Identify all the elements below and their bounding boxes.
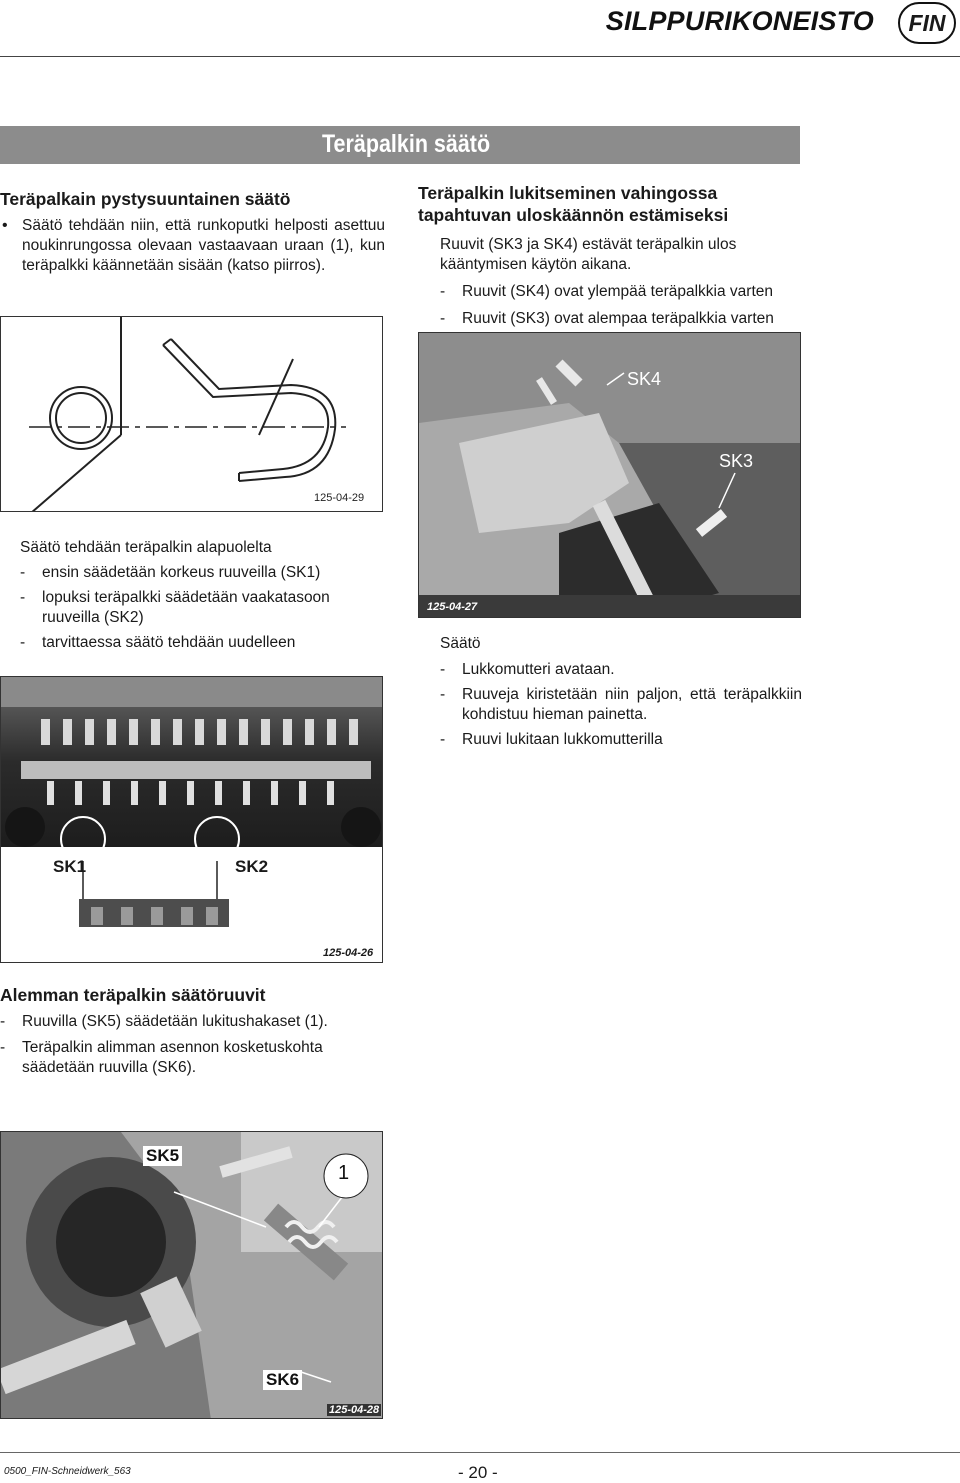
below-adjust-step: - tarvittaessa säätö tehdään uudelleen bbox=[20, 633, 390, 653]
below-adjust-step: - lopuksi teräpalkki säädetään vaakatasoon ruuveilla (SK2) bbox=[20, 588, 390, 628]
lower-bar-heading: Alemman teräpalkin säätöruuvit bbox=[0, 985, 266, 1005]
header-divider bbox=[0, 56, 960, 57]
below-adjust-section bbox=[20, 538, 390, 653]
page-number: - 20 - bbox=[458, 1463, 498, 1482]
diagram-code: 125-04-29 bbox=[314, 492, 365, 504]
document-code: 0500_FIN-Schneidwerk_563 bbox=[4, 1466, 131, 1477]
sk6-label: SK6 bbox=[263, 1370, 302, 1390]
below-adjust-step: - ensin säädetään korkeus ruuveilla (SK1) bbox=[20, 563, 390, 583]
callout-1-label: 1 bbox=[338, 1162, 350, 1184]
lower-bar-step: - Ruuvilla (SK5) säädetään lukitushakaset (1). bbox=[0, 1012, 385, 1032]
sk2-label: SK2 bbox=[235, 857, 269, 876]
language-badge: FIN bbox=[898, 2, 956, 44]
section-title: SILPPURIKONEISTO bbox=[605, 6, 874, 36]
locking-section bbox=[418, 182, 803, 329]
below-adjust-intro: Säätö tehdään teräpalkin alapuolelta bbox=[20, 539, 272, 556]
sk3-label: SK3 bbox=[719, 451, 754, 471]
right-adjust-step: - Lukkomutteri avataan. bbox=[440, 660, 802, 680]
sk1-label: SK1 bbox=[53, 857, 87, 876]
vertical-adjust-bullet: • Säätö tehdään niin, että runkoputki helposti asettuu noukinrungossa olevaan vastaavaan uraan (1), kun teräpalkki käännetään sisään (katso piirros). bbox=[0, 216, 385, 276]
right-adjust-title: Säätö bbox=[440, 635, 481, 652]
locking-item: - Ruuvit (SK3) ovat alempaa teräpalkkia varten bbox=[440, 309, 803, 329]
photo2-code: 125-04-27 bbox=[427, 601, 478, 613]
knife-bar-photo bbox=[0, 676, 383, 963]
sk4-label: SK4 bbox=[627, 369, 662, 389]
banner-title: Teräpalkin säätö bbox=[322, 130, 491, 158]
right-adjust-step: - Ruuvi lukitaan lukkomutterilla bbox=[440, 730, 802, 750]
locking-heading: Teräpalkin lukitseminen vahingossa tapahtuvan uloskäännön estämiseksi bbox=[418, 183, 729, 225]
vertical-adjust-section bbox=[0, 188, 385, 276]
photo3-code: 125-04-28 bbox=[329, 1404, 380, 1416]
footer-divider bbox=[0, 1452, 960, 1453]
sk5-label: SK5 bbox=[143, 1146, 182, 1166]
lower-bar-image bbox=[1, 1132, 383, 1419]
knife-bar-image bbox=[1, 677, 383, 963]
right-adjust-section bbox=[440, 634, 802, 750]
locking-screws-photo bbox=[418, 332, 801, 618]
right-adjust-step: - Ruuveja kiristetään niin paljon, että teräpalkkiin kohdistuu hieman painetta. bbox=[440, 685, 802, 725]
profile-diagram bbox=[0, 316, 383, 512]
lower-bar-step: - Teräpalkin alimman asennon kosketuskohta säädetään ruuvilla (SK6). bbox=[0, 1038, 385, 1078]
vertical-adjust-heading: Teräpalkain pystysuuntainen säätö bbox=[0, 189, 291, 209]
lower-bar-section bbox=[0, 984, 385, 1078]
section-banner bbox=[0, 126, 800, 164]
profile-drawing bbox=[1, 317, 383, 512]
locking-item: - Ruuvit (SK4) ovat ylempää teräpalkkia varten bbox=[440, 282, 803, 302]
locking-intro: Ruuvit (SK3 ja SK4) estävät teräpalkin ulos kääntymisen käytön aikana. bbox=[440, 236, 737, 273]
locking-screws-image bbox=[419, 333, 801, 618]
lower-bar-photo bbox=[0, 1131, 383, 1419]
photo1-code: 125-04-26 bbox=[323, 947, 374, 959]
